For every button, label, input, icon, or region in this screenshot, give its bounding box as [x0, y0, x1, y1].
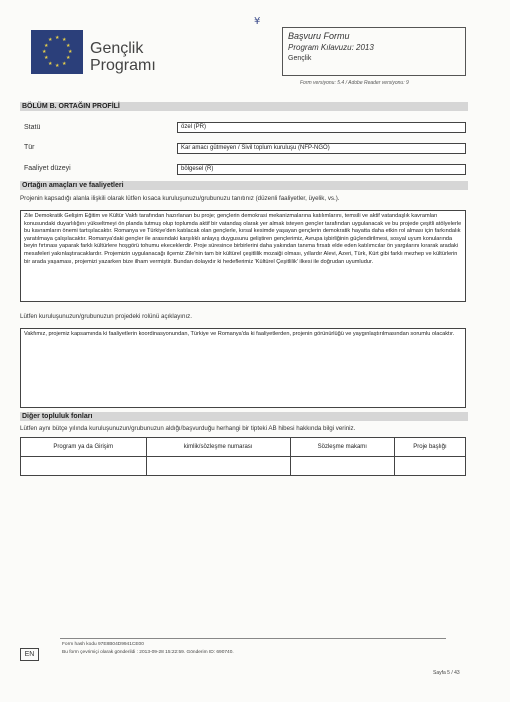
column-header-project-title: Proje başlığı [394, 438, 465, 457]
star-icon: ★ [48, 37, 53, 43]
column-header-program: Program ya da Girişim [21, 438, 147, 457]
status-label: Statü [24, 124, 41, 131]
star-icon: ★ [42, 49, 47, 55]
star-icon: ★ [44, 55, 49, 61]
star-icon: ★ [55, 63, 60, 69]
table-cell[interactable] [21, 457, 147, 476]
table-row [21, 457, 466, 476]
table-cell[interactable] [290, 457, 394, 476]
activity-level-label: Faaliyet düzeyi [24, 165, 71, 172]
column-header-contract-number: kimlik/sözleşme numarası [146, 438, 290, 457]
form-program: Gençlik [288, 55, 312, 62]
status-field[interactable]: özel (PR) [177, 122, 466, 133]
star-icon: ★ [55, 35, 60, 41]
star-icon: ★ [66, 55, 71, 61]
section-b-title: BÖLÜM B. ORTAĞIN PROFİLİ [20, 102, 468, 111]
star-icon: ★ [62, 37, 67, 43]
footer-divider [60, 638, 446, 639]
other-funds-title: Diğer topluluk fonları [20, 412, 468, 421]
aims-instruction: Projenin kapsadığı alanla ilişkili olarak lütfen kısaca kuruluşunuzu/grubunuzu tanıtınız (düzenli faaliyetler, üyelik, vs.). [20, 195, 340, 202]
aims-section-title: Ortağın amaçları ve faaliyetleri [20, 181, 468, 190]
star-icon: ★ [44, 43, 49, 49]
table-header-row [21, 438, 466, 457]
page-number: Sayfa 5 / 43 [433, 670, 460, 676]
table-cell[interactable] [146, 457, 290, 476]
program-logo-text [90, 40, 156, 74]
star-icon: ★ [68, 49, 73, 55]
role-text-area[interactable]: Vakfımız, projemiz kapsamında ki faaliyetlerin koordinasyonundan, Türkiye ve Romanya'da ki faaliyetlerden, projenin görünürlüğü ve yaygınlaştırılmasından sorumlu olacaktır. [20, 328, 466, 408]
form-title: Başvuru Formu [288, 31, 350, 41]
role-instruction: Lütfen kuruluşunuzun/grubunuzun projedeki rolünü açıklayınız. [20, 313, 192, 320]
logo-line-2: Programı [90, 57, 156, 74]
star-icon: ★ [48, 61, 53, 67]
other-funds-instruction: Lütfen aynı bütçe yılında kuruluşunuzun/grubunuzun aldığı/başvurduğu herhangi bir tipteki AB hibesi hakkında bilgi veriniz. [20, 425, 356, 432]
star-icon: ★ [62, 61, 67, 67]
activity-level-field[interactable]: bölgesel (R) [177, 164, 466, 175]
submission-info: Bu form çevrimiçi olarak gönderildi : 2013-09-28 15:22:59. Gönderim ID: 690740. [62, 650, 234, 655]
form-info-box [282, 27, 466, 76]
handwritten-mark: ¥ [254, 16, 261, 27]
column-header-contracting-authority: Sözleşme makamı [290, 438, 394, 457]
logo-line-1: Gençlik [90, 40, 144, 57]
form-hash: Form hash kodu 97E8B04D9941CE00 [62, 642, 144, 647]
form-guide: Program Kılavuzu: 2013 [288, 43, 374, 52]
aims-text-area[interactable]: Zile Demokratik Gelişim Eğitim ve Kültür Vakfı tarafından hazırlanan bu proje; gençlerin demokrasi mekanizmalarına katılımlarını, temsili ve aktif vatandaşlık kavramları konusundaki duyarlılığını yükseltmeyi ön planda tutmuş olup toplumda aktif bir vatandaş olarak yer almak isteyen gençler tarafından uygulanacak ve bu projede çeşitli atölyelerle bu kavramların önemi tartışılacaktır. Romanya ve Türkiye'den katılacak olan gençlerle, kırsal kesimde yaşayan gençlerin demokratik hayatta daha etkin rol alması için farkındalık yaratılmaya çalışılacaktır. Romanya'daki gençler ile arasındaki karşılıklı anlayış duygusunu geliştiren gençlerimiz, Avrupa işbirliğinin güçlendirilmesi, sosyal uyum konularında beyin fırtınası yaparak farklı kültürlere hoşgörü tohumu ekeceklerdir. Proje süresince birbirlerini daha yakından tanıma fırsatı elde eden katılımcılar ön yargılarını kırarak aradaki mesafeleri yakınlaştıracaklardır. Projemizin uygulanacağı ilçemiz Zile'nin tam bir kültürel çeşitlilik mozaiği olması, yıllardır Alevi, Azeri, Türk, Kürt gibi farklı mezhep ve kültürlerin bir arada yaşaması, projemizi yazarken bize ilham vermiştir. Bundan dolayıdır ki hedeflerimiz 'Kültürel Çeşitlilik' ilkesi ile doğrudan uyumludur. [20, 210, 466, 302]
eu-flag-logo [31, 30, 83, 74]
language-badge: EN [20, 648, 39, 661]
star-icon: ★ [66, 43, 71, 49]
type-field[interactable]: Kar amacı gütmeyen / Sivil toplum kuruluşu (NFP-NGO) [177, 143, 466, 154]
form-version: Form versiyonu: 5.4 / Adobe Reader versiyonu: 9 [300, 80, 409, 86]
table-cell[interactable] [394, 457, 465, 476]
type-label: Tür [24, 144, 35, 151]
other-funds-table [20, 437, 466, 476]
